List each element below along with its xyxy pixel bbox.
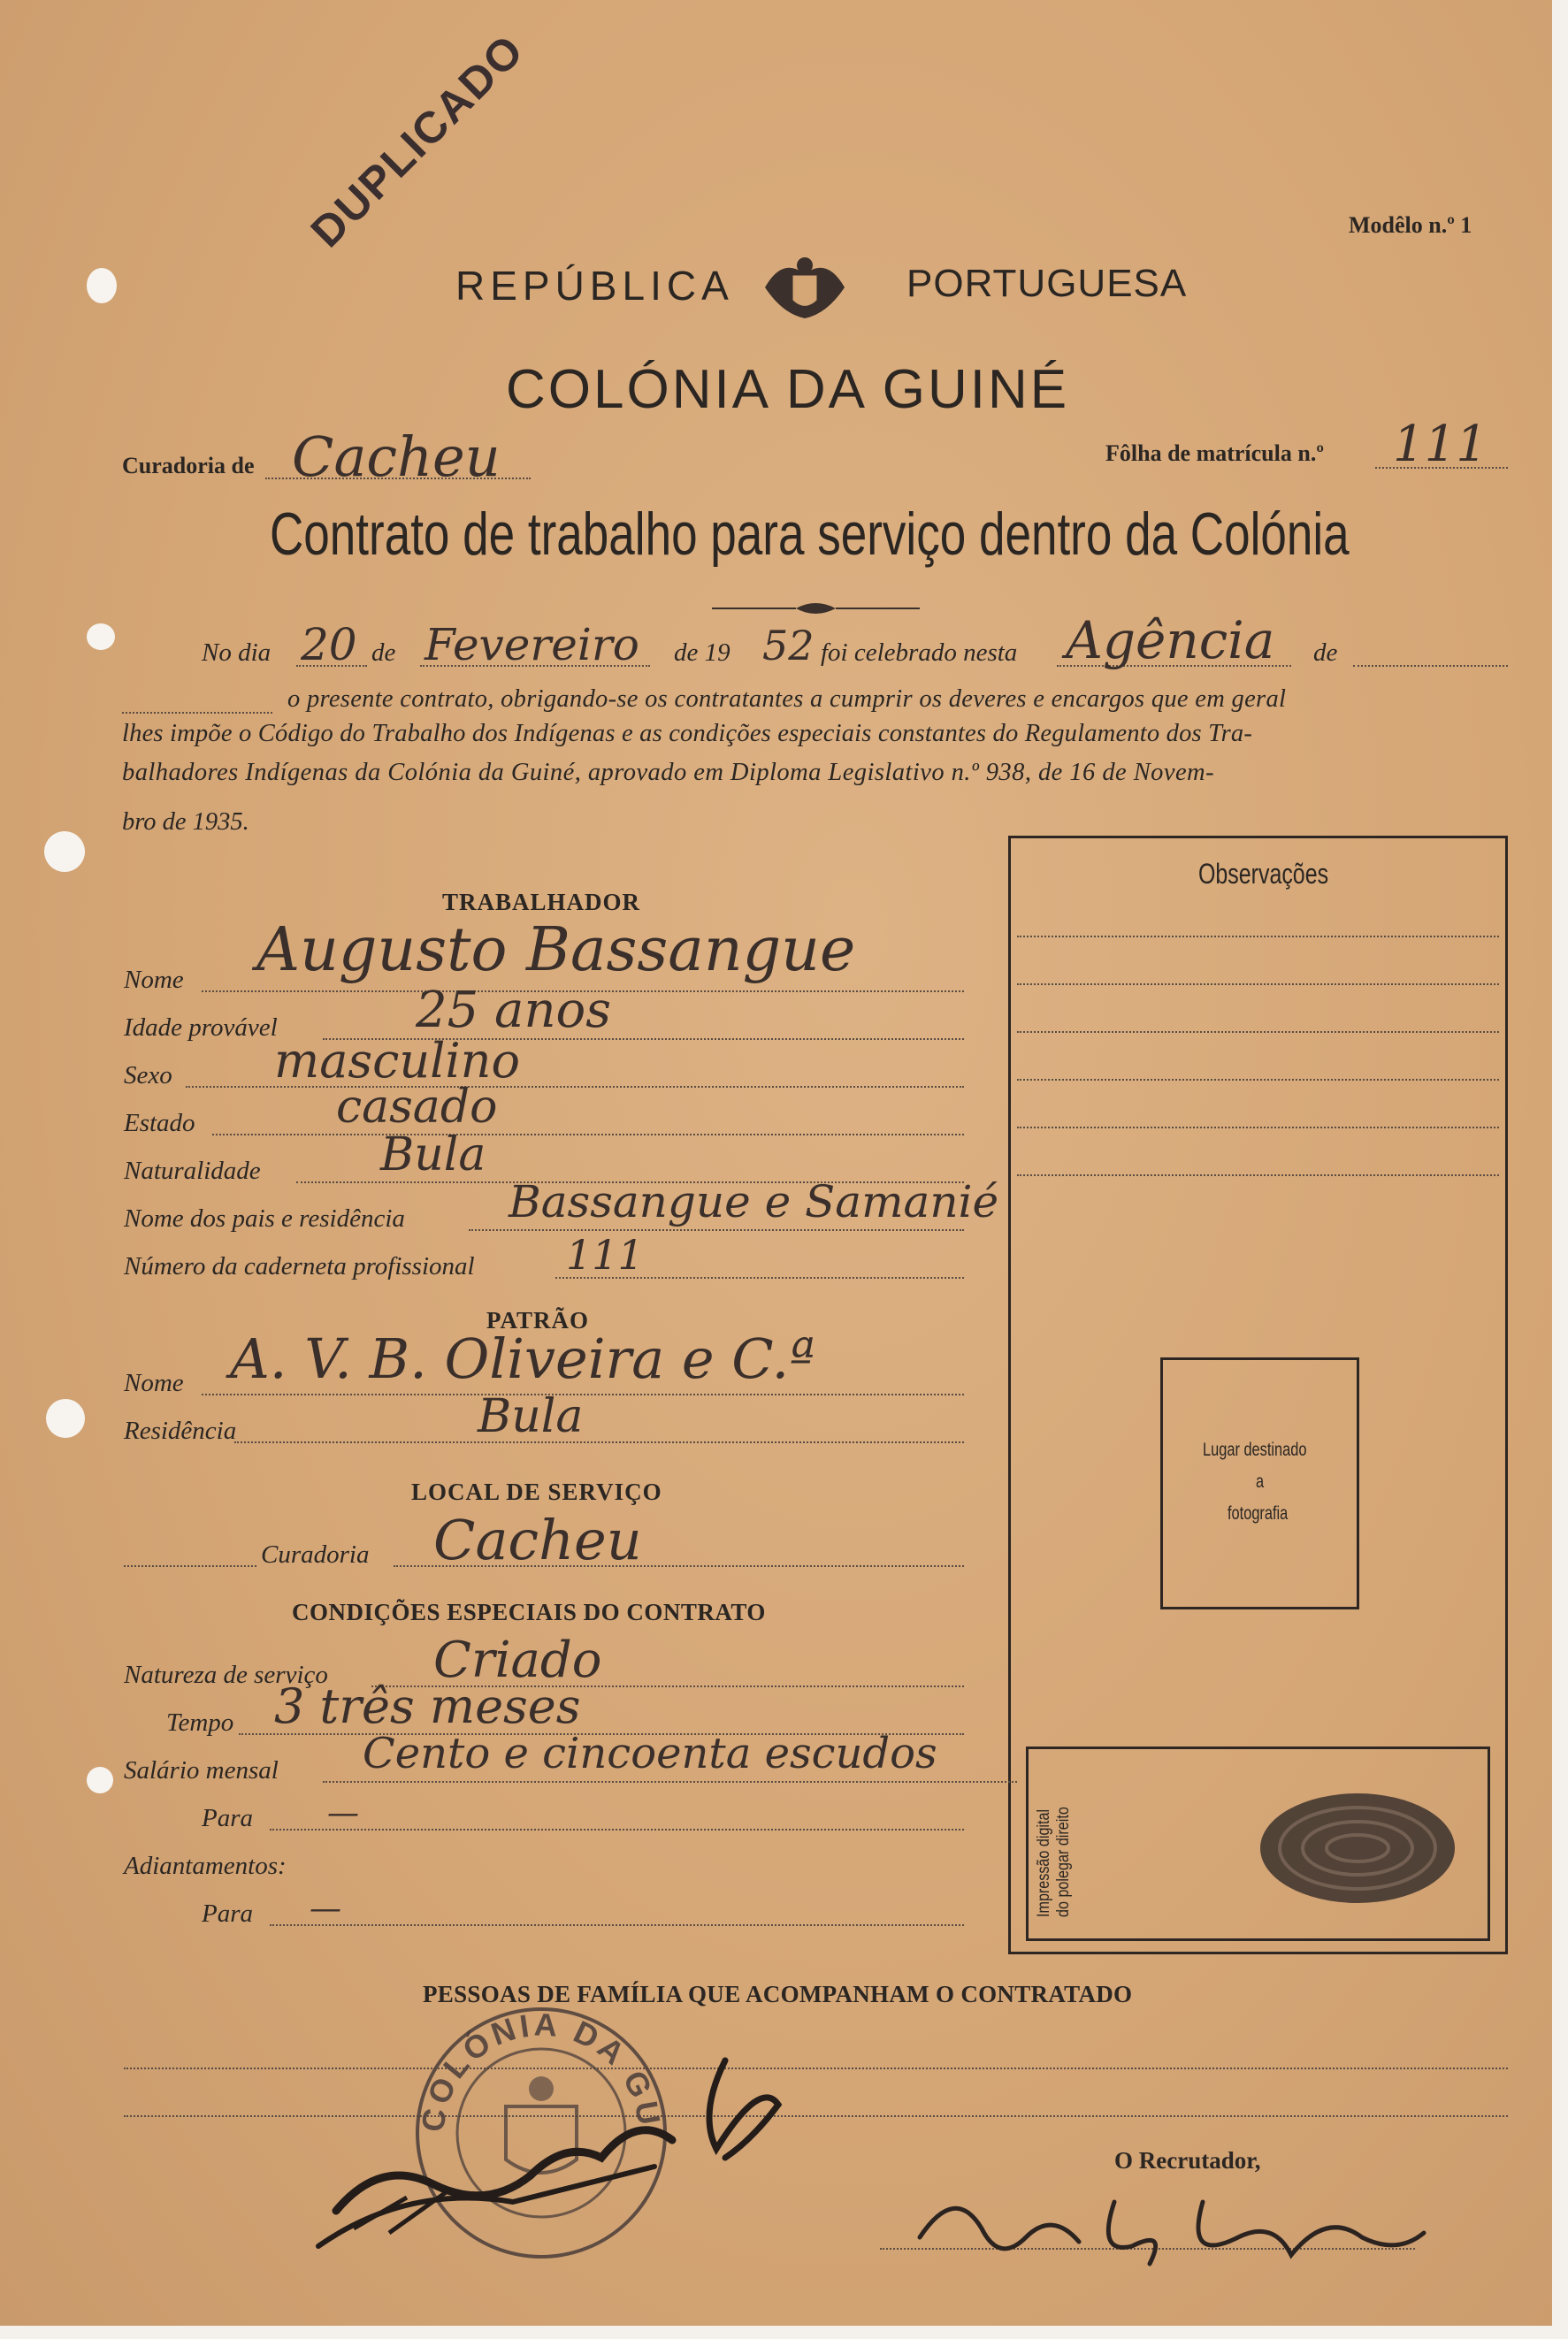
sexo-label: Sexo [124,1061,172,1089]
local-pre-line [124,1565,256,1567]
intro-day: 20 [301,619,357,670]
punch-hole [46,1399,85,1438]
thumbprint-label-line1: Impressão digital [1035,1808,1053,1917]
salario-label: Salário mensal [124,1756,279,1785]
folha-value: 111 [1393,416,1488,473]
natureza-value: Criado [433,1632,602,1689]
intro-month: Fevereiro [425,619,639,670]
estado-value: casado [336,1081,498,1134]
intro-line5: bro de 1935. [122,808,249,836]
familia-heading: PESSOAS DE FAMÍLIA QUE ACOMPANHAM O CONTRATADO [423,1981,1133,2007]
para1-value: — [327,1795,359,1831]
coat-of-arms-icon [756,248,853,327]
thumbprint-label [1035,1807,1074,1917]
intro-line2: o presente contrato, obrigando-se os contratantes a cumprir os deveres e encargos que em geral [287,685,1287,713]
condicoes-heading: CONDIÇÕES ESPECIAIS DO CONTRATO [292,1599,766,1625]
observacoes-line [1017,1174,1499,1176]
nome-label: Nome [124,966,184,994]
recrutador-signature [902,2167,1433,2282]
intro-line4: balhadores Indígenas da Colónia da Guiné, aprovado em Diploma Legislativo n.º 938, de 16 de Novem- [122,759,1215,786]
observacoes-line [1017,936,1499,937]
salario-line [323,1781,1017,1783]
observacoes-line [1017,1031,1499,1033]
nome-value: Augusto Bassangue [256,915,856,985]
trabalhador-heading: TRABALHADOR [442,889,641,915]
idade-label: Idade provável [124,1013,278,1042]
tempo-value: 3 três meses [274,1678,581,1734]
patrao-nome-label: Nome [124,1369,184,1397]
observacoes-heading: Observações [1198,858,1329,890]
duplicado-stamp: DUPLICADO [301,24,534,257]
folha-label: Fôlha de matrícula n.º [1105,440,1324,466]
curadoria-value: Cacheu [292,424,501,489]
thumbprint-label-line2: do polegar direito [1054,1807,1073,1917]
para2-value: — [310,1891,341,1927]
punch-hole [87,268,117,303]
intro-no-dia: No dia [202,638,272,667]
photo-box-line1: Lugar destinado [1203,1440,1307,1460]
local-curadoria-label: Curadoria [261,1540,370,1569]
para2-label: Para [202,1899,253,1928]
intro-de3: de [1313,638,1338,667]
tempo-label: Tempo [166,1708,234,1737]
caderneta-value: 111 [566,1231,644,1279]
recrutador-label: O Recrutador, [1114,2147,1261,2174]
signature-left [301,2007,796,2273]
pais-line [469,1229,964,1231]
republica-right: PORTUGUESA [906,262,1188,305]
observacoes-line [1017,983,1499,985]
modelo-number: Modêlo n.º 1 [1349,212,1472,238]
observacoes-line [1017,1127,1499,1128]
para1-label: Para [202,1804,253,1832]
curadoria-label: Curadoria de [122,453,255,478]
intro-year: 52 [762,622,815,669]
punch-hole [44,831,85,872]
photo-box-line2: a [1256,1471,1265,1492]
local-curadoria-value: Cacheu [433,1508,642,1572]
local-heading: LOCAL DE SERVIÇO [411,1479,662,1505]
caderneta-label: Número da caderneta profissional [124,1252,475,1280]
patrao-nome-value: A. V. B. Oliveira e C.ª [230,1326,815,1391]
punch-hole [87,1767,113,1793]
natureza-label: Natureza de serviço [124,1661,328,1689]
punch-hole [87,623,115,650]
estado-label: Estado [124,1109,195,1137]
title-ornament [712,600,920,617]
thumbprint-mark [1256,1786,1459,1910]
pais-value: Bassangue e Samanié [509,1176,999,1227]
colonia-heading: COLÓNIA DA GUINÉ [506,359,1070,420]
republica-left: REPÚBLICA [455,263,734,309]
contract-title: Contrato de trabalho para serviço dentro da Colónia [270,501,1350,568]
intro-end-line [1353,665,1508,667]
patrao-residencia-label: Residência [124,1417,237,1445]
adiantamentos-label: Adiantamentos: [124,1852,287,1880]
intro-place: Agência [1066,610,1275,670]
intro-start-line [122,712,272,714]
naturalidade-value: Bula [380,1128,486,1181]
intro-line3: lhes impõe o Código do Trabalho dos Indígenas e as condições especiais constantes do Regulamento dos Tra- [122,720,1253,747]
para2-line [270,1924,964,1926]
idade-value: 25 anos [416,982,611,1039]
seal-text: COLÓNIA DA GU [414,2006,669,2135]
pais-label: Nome dos pais e residência [124,1204,405,1233]
estado-line [212,1134,964,1135]
intro-de1: de [371,638,396,667]
salario-value: Cento e cincoenta escudos [363,1729,937,1778]
observacoes-line [1017,1079,1499,1081]
patrao-residencia-line [234,1441,964,1443]
naturalidade-label: Naturalidade [124,1157,261,1185]
para1-line [270,1829,964,1831]
sexo-value: masculino [274,1033,520,1089]
intro-de2: de 19 [674,638,730,667]
patrao-residencia-value: Bula [478,1390,584,1443]
photo-box-line3: fotografia [1228,1503,1289,1524]
intro-foi: foi celebrado nesta [821,638,1018,667]
patrao-heading: PATRÃO [486,1307,589,1334]
